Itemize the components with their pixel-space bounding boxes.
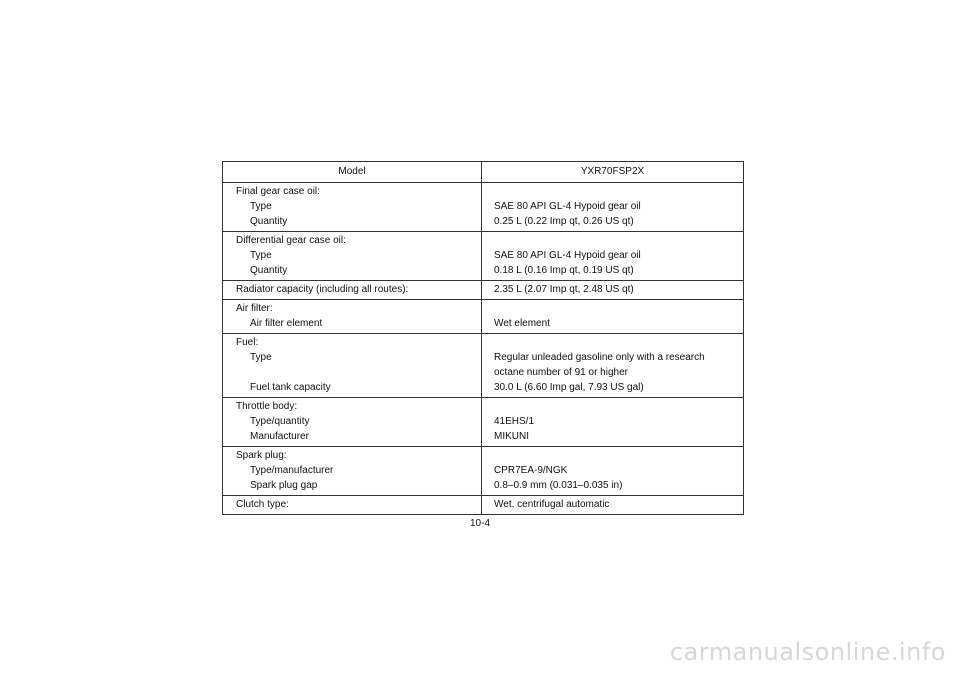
row-label: Spark plug gap xyxy=(250,480,318,491)
value-cell xyxy=(482,496,744,515)
value-cell xyxy=(482,183,744,232)
row-value: Regular unleaded gasoline only with a research xyxy=(494,352,705,363)
value-cell xyxy=(482,281,744,300)
row-label: Quantity xyxy=(250,265,288,276)
header-model-label: Model xyxy=(223,162,482,183)
table-row xyxy=(223,281,744,300)
group-title: Differential gear case oil: xyxy=(236,235,346,246)
row-value: MIKUNI xyxy=(494,431,529,442)
label-cell xyxy=(223,232,482,281)
row-value: 41EHS/1 xyxy=(494,416,535,427)
value-cell xyxy=(482,232,744,281)
row-label: Air filter element xyxy=(250,318,323,329)
value-cell xyxy=(482,447,744,496)
row-label: Type xyxy=(250,201,272,212)
row-value: 0.18 L (0.16 Imp qt, 0.19 US qt) xyxy=(494,265,634,276)
group-title: Spark plug: xyxy=(236,450,287,461)
label-cell xyxy=(223,447,482,496)
row-value: CPR7EA-9/NGK xyxy=(494,465,568,476)
table-row xyxy=(223,398,744,447)
row-label: Manufacturer xyxy=(250,431,309,442)
row-label: Type/manufacturer xyxy=(250,465,334,476)
table-row xyxy=(223,447,744,496)
label-cell xyxy=(223,496,482,515)
row-value: Wet, centrifugal automatic xyxy=(494,499,610,510)
row-value: 30.0 L (6.60 Imp gal, 7.93 US gal) xyxy=(494,382,644,393)
row-value: Wet element xyxy=(494,318,550,329)
table-row xyxy=(223,232,744,281)
watermark: carmanualsonline.info xyxy=(669,638,946,666)
table-row xyxy=(223,496,744,515)
row-label: Type xyxy=(250,352,272,363)
group-title: Final gear case oil: xyxy=(236,186,320,197)
group-title: Throttle body: xyxy=(236,401,298,412)
value-cell xyxy=(482,398,744,447)
label-cell xyxy=(223,398,482,447)
label-cell xyxy=(223,183,482,232)
table-row xyxy=(223,334,744,398)
row-label: Fuel tank capacity xyxy=(250,382,331,393)
specifications-table xyxy=(222,161,744,515)
page-number: 10-4 xyxy=(469,518,490,529)
table-header-row xyxy=(223,162,744,183)
header-model-value: YXR70FSP2X xyxy=(482,162,744,183)
row-value: SAE 80 API GL-4 Hypoid gear oil xyxy=(494,250,641,261)
row-label: Clutch type: xyxy=(236,499,289,510)
row-value: 0.25 L (0.22 Imp qt, 0.26 US qt) xyxy=(494,216,634,227)
label-cell xyxy=(223,334,482,398)
table-row xyxy=(223,183,744,232)
value-cell xyxy=(482,300,744,334)
row-value: 0.8–0.9 mm (0.031–0.035 in) xyxy=(494,480,623,491)
row-label: Type/quantity xyxy=(250,416,310,427)
table-row xyxy=(223,300,744,334)
row-value-continued: octane number of 91 or higher xyxy=(494,367,628,378)
row-value: 2.35 L (2.07 Imp qt, 2.48 US qt) xyxy=(494,284,634,295)
label-cell xyxy=(223,300,482,334)
group-title: Fuel: xyxy=(236,337,259,348)
row-label: Type xyxy=(250,250,272,261)
row-label: Quantity xyxy=(250,216,288,227)
group-title: Air filter: xyxy=(236,303,273,314)
row-label: Radiator capacity (including all routes): xyxy=(236,284,409,295)
value-cell xyxy=(482,334,744,398)
row-value: SAE 80 API GL-4 Hypoid gear oil xyxy=(494,201,641,212)
label-cell xyxy=(223,281,482,300)
